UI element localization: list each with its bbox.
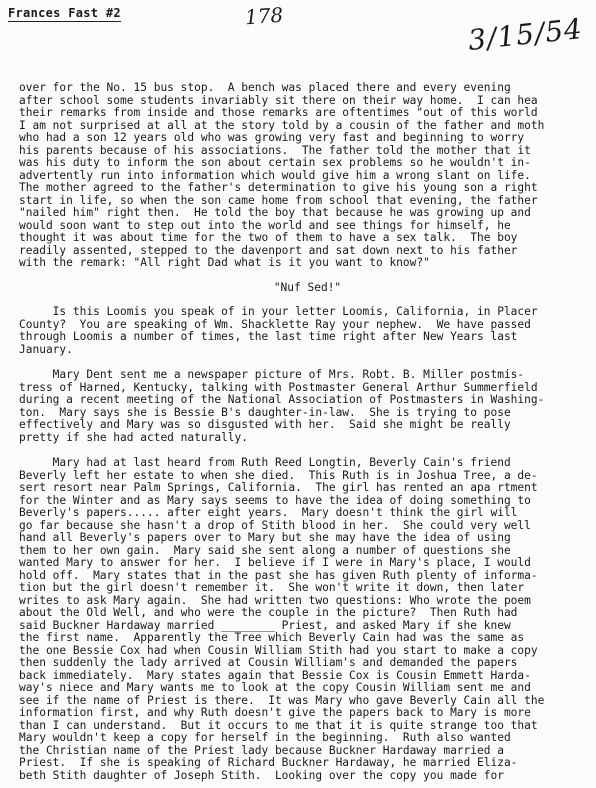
paragraph-bus-stop-story: over for the No. 15 bus stop. A bench was placed there and every evening after school some students invariably sit there on their way home. I can hea their remarks from inside and those remarks are oftentimes "out of this world I am not surprised at all at the story told by a cousin of the father and moth who had a son 12 years old who was growing very fast and beginning to worry his parents because of his associations. The father told the mother that it was his duty to inform the son about certain sex problems so he wouldn't in- advertently run into information which would give him a wrong slant on life. The mother agreed to the father's determination to give his young son a right start in life, so when the son came home from school that evening, the father "nailed him" right then. He told the boy that because he was growing up and would soon want to step out into the world and see things for himself, he thought it was about time for the two of them to have a sex talk. The boy readily assented, stepped to the davenport and sat down next to his father with the remark: "All right Dad what is it you want to know?" [19,81,545,269]
paragraph-ruth-longtin: Mary had at last heard from Ruth Reed Longtin, Beverly Cain's friend Beverly left her estate to when she died. This Ruth is in Joshua Tree, a de- sert resort near Palm Springs, California. The girl has rented an apa rtment for the Winter and as Mary says seems to have the idea of doing something to Beverly's papers..... after eight years. Mary doesn't think the girl will go far because she hasn't a drop of Stith blood in her. She could very well hand all Beverly's papers over to Mary but she may have the idea of using them to her own gain. Mary said she sent along a number of questions she wanted Mary to answer for her. I believe if I were in Mary's place, I would hold off. Mary states that in the past she has given Ruth plenty of informa- tion but the girl doesn't remember it. She won't write it down, then later writes to ask Mary again. She had written two questions: Who wrote the poem about the Old Well, and who were the couple in the picture? Then Ruth had said Buckner Hardaway married ________ Priest, and asked Mary if she knew the first name. Apparently the Tree which Beverly Cain had was the same as the one Bessie Cox had when Cousin William Stith had you start to make a copy then suddenly the lady arrived at Cousin William's and demanded the papers back immediately. Mary states again that Bessie Cox is Cousin Emmett Harda- way's niece and Mary wants me to look at the copy Cousin William sent me and see if the name of Priest is there. It was Mary who gave Beverly Cain all the information first, and why Ruth doesn't give the papers back to Mary is more than I can understand. But it occurs to me that it is quite strange too that Mary wouldn't keep a copy for herself in the beginning. Ruth also wanted the Christian name of the Priest lady because Buckner Hardaway married a Priest. If she is speaking of Richard Buckner Hardaway, he married Eliza- beth Stith daughter of Joseph Stith. Looking over the copy you made for [19,456,545,782]
letter-body [19,82,596,782]
paragraph-nuf-sed: "Nuf Sed!" [273,280,342,294]
handwritten-page-number: 178 [244,2,284,30]
header-label: Frances Fast #2 [8,6,121,20]
handwritten-date: 3/15/54 [466,12,585,57]
paragraph-loomis: Is this Loomis you speak of in your letter Loomis, California, in Placer County? You are speaking of Wm. Shacklette Ray your nephew. We have passed through Loomis a number of times, the last time right after New Years last January. [19,305,538,356]
paragraph-postmistress: Mary Dent sent me a newspaper picture of Mrs. Robt. B. Miller postmis- tress of Harned, Kentucky, talking with Postmaster General Arthur Summerfield during a recent meeting of the National Association of Postmasters in Washing- ton. Mary says she is Bessie B's daughter-in-law. She is trying to pose effectively and Mary was so disgusted with her. Said she might be really pretty if she had acted naturally. [19,368,545,444]
